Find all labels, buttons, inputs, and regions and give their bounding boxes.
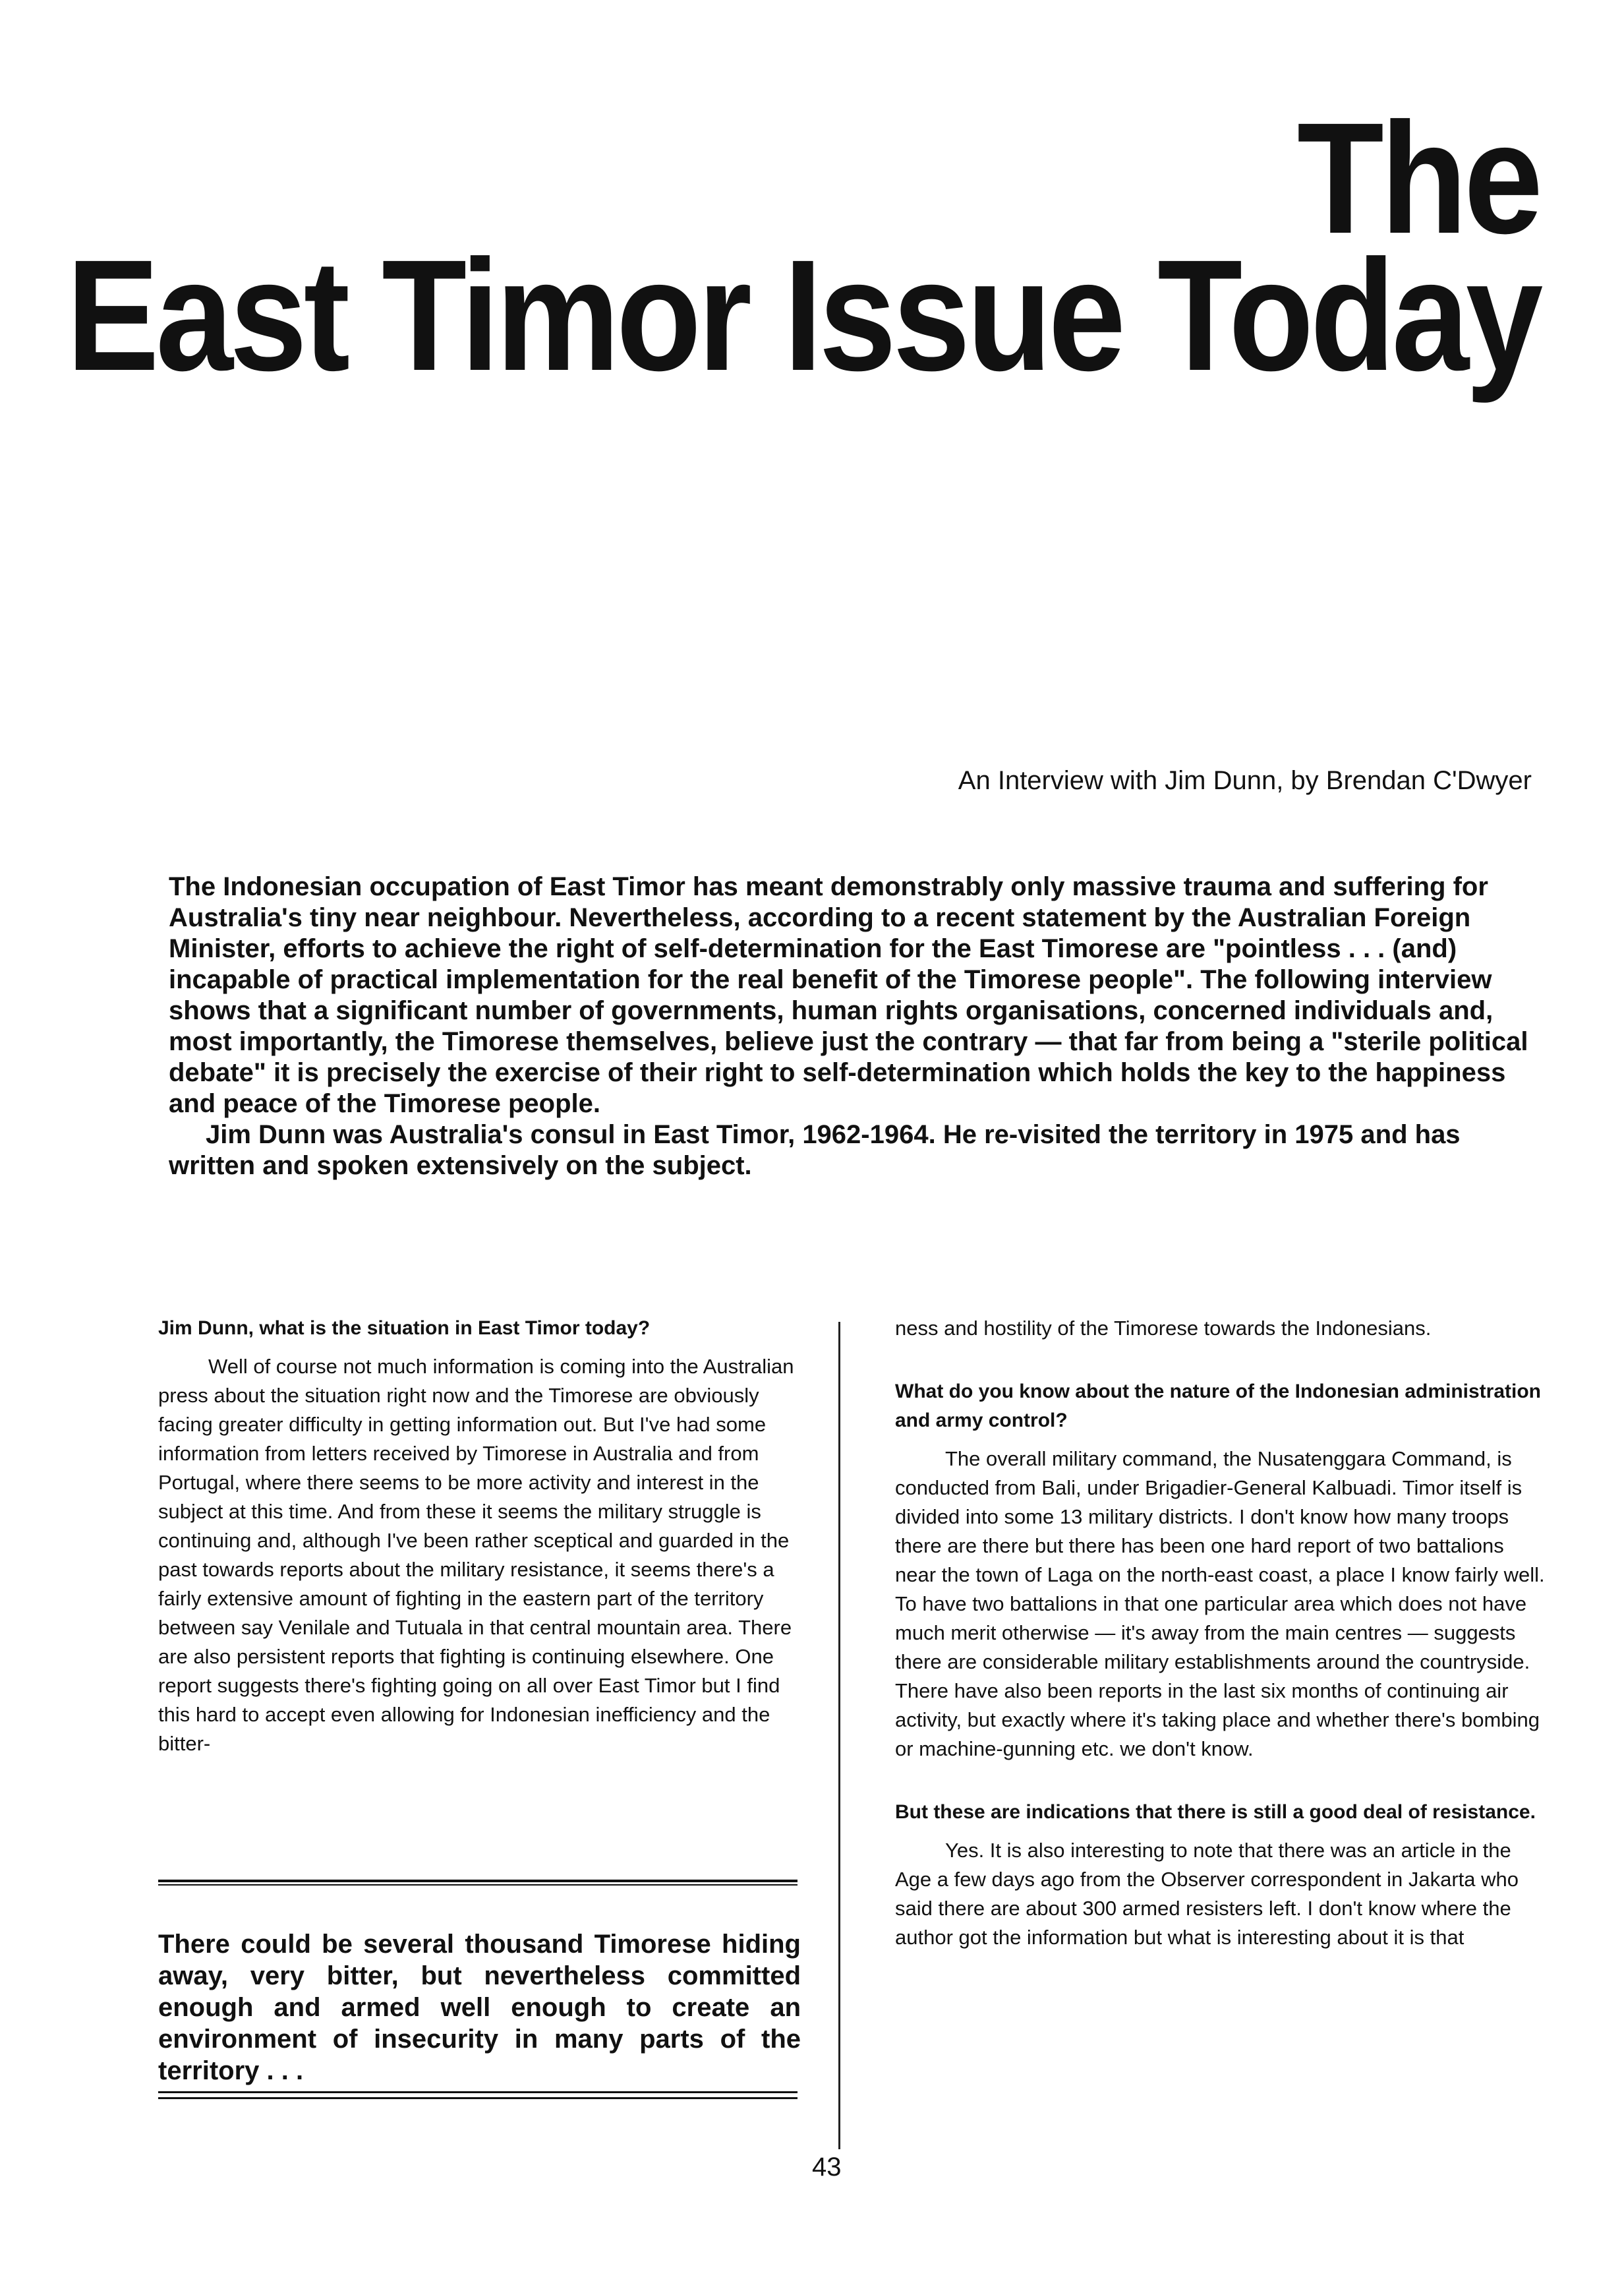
answer-2: The overall military command, the Nusatenggara Command, is conducted from Bali, under Brigadier-General Kalbuadi. Timor itself is divided into some 13 military districts. I don't know how many troops there are there but there has been one hard report of two battalions near the town of Laga on the north-east coast, a place I know fairly well. To have two battalions in that one particular area which does not have much merit otherwise — it's away from the main centres — suggests there are considerable military establishments around the countryside. There have also been reports in the last six months of continuing air activity, but exactly where it's taking place and whether there's bombing or machine-gunning etc. we don't know. [895,1447,1545,1760]
right-column [895,1314,1548,1952]
left-column [158,1314,798,1758]
title-line-2: East Timor Issue Today [66,227,1540,403]
pull-quote: There could be several thousand Timorese hiding away, very bitter, but nevertheless committed enough and armed well enough to create an environment of insecurity in many parts of the territory . . . [158,1930,801,2085]
column-divider [838,1322,840,2149]
page-number: 43 [812,2153,842,2182]
answer-3: Yes. It is also interesting to note that there was an article in the Age a few days ago from the Observer correspondent in Jakarta who said there are about 300 armed resisters left. I don't know where the author got the information but what is interesting about it is that [895,1839,1519,1949]
question-3: But these are indications that there is still a good deal of resistance. [895,1801,1536,1823]
pull-quote-rule-top [158,1880,798,1886]
byline: An Interview with Jim Dunn, by Brendan C'Dwyer [958,766,1532,795]
answer-1-continuation: ness and hostility of the Timorese towards the Indonesians. [895,1317,1432,1340]
question-1: Jim Dunn, what is the situation in East Timor today? [158,1317,651,1339]
title-line-1: The [1297,90,1540,266]
pull-quote-rule-bottom [158,2091,798,2099]
intro-paragraph-2: Jim Dunn was Australia's consul in East Timor, 1962-1964. He re-visited the territory in 1975 and has written and spoken extensively on the subject. [169,1120,1461,1180]
intro [169,872,1533,1181]
answer-1: Well of course not much information is coming into the Australian press about the situation right now and the Timorese are obviously facing greater difficulty in getting information out. But I've had some information from letters received by Timorese in Australia and from Portugal, where there seems to be more activity and interest in the subject at this time. And from these it seems the military struggle is continuing and, although I've been rather sceptical and guarded in the past towards reports about the military resistance, it seems there's a fairly extensive amount of fighting in the eastern part of the territory between say Venilale and Tutuala in that central mountain area. There are also persistent reports that fighting is continuing elsewhere. One report suggests there's fighting going on all over East Timor but I find this hard to accept even allowing for Indonesian inefficiency and the bitter- [158,1355,794,1755]
intro-paragraph-1: The Indonesian occupation of East Timor has meant demonstrably only massive trauma and suffering for Australia's tiny near neighbour. Nevertheless, according to a recent statement by the Australian Foreign Minister, efforts to achieve the right of self-determination for the East Timorese are "pointless . . . (and) incapable of practical implementation for the real benefit of the Timorese people". The following interview shows that a significant number of governments, human rights organisations, concerned individuals and, most importantly, the Timorese themselves, believe just the contrary — that far from being a "sterile political debate" it is precisely the exercise of their right to self-determination which holds the key to the happiness and peace of the Timorese people. [169,872,1528,1118]
question-2: What do you know about the nature of the Indonesian administration and army control? [895,1381,1542,1431]
